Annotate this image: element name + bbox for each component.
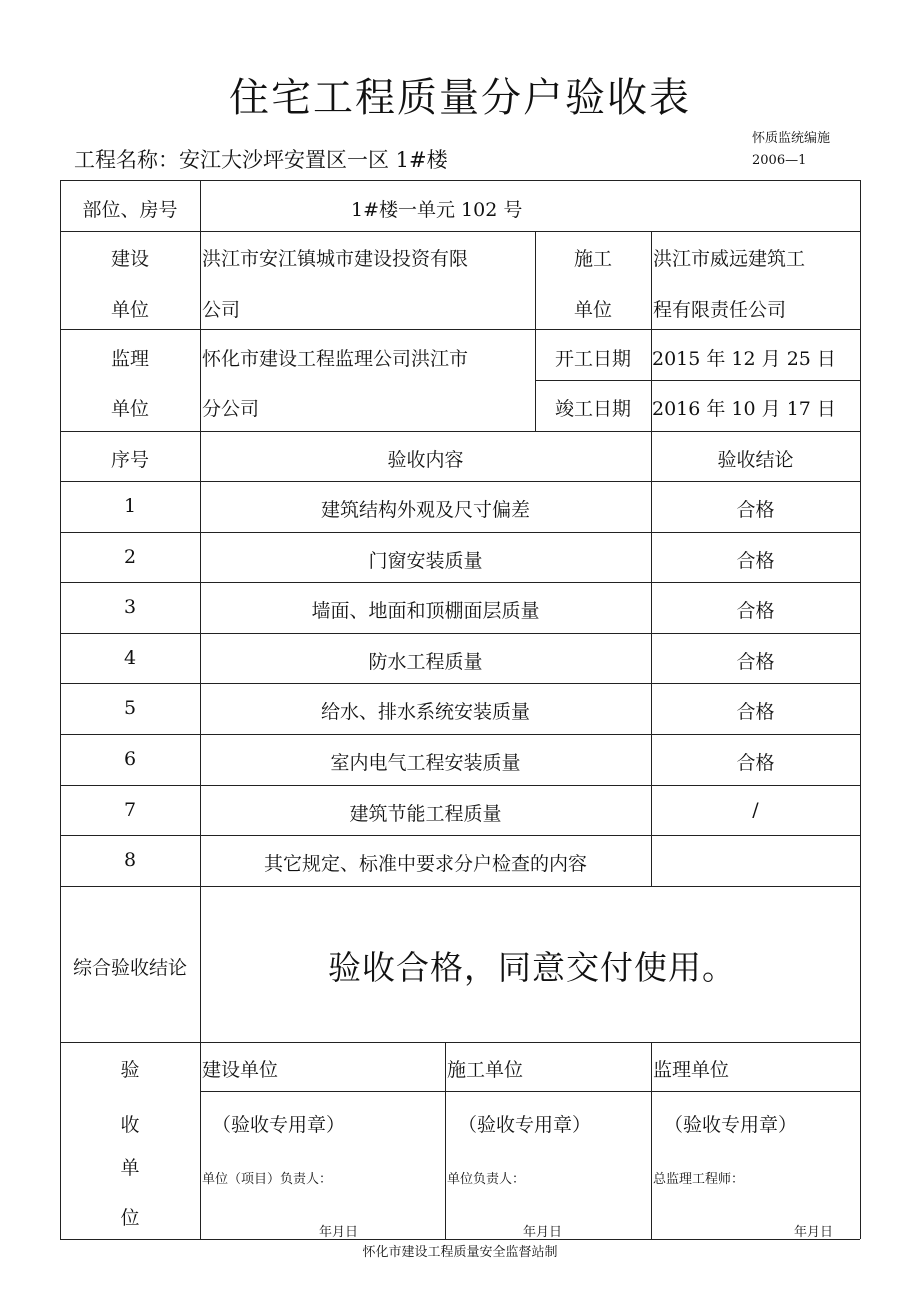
header-result: 验收结论 [717, 449, 794, 471]
header-no: 序号 [110, 449, 149, 471]
form-code-line2: 2006—1 [752, 153, 807, 168]
row-content: 室内电气工程安装质量 [330, 752, 521, 774]
row-content: 建筑节能工程质量 [349, 803, 502, 825]
row-result: 合格 [736, 701, 775, 723]
builder-label-line2: 单位 [110, 299, 149, 321]
row-no: 7 [123, 799, 137, 821]
contractor-label-line1: 施工 [573, 248, 612, 270]
footer-note: 怀化市建设工程质量安全监督站制 [362, 1245, 558, 1260]
row-no: 1 [123, 495, 137, 517]
project-name: 工程名称：安江大沙坪安置区一区 1#楼 [74, 148, 448, 172]
header-content: 验收内容 [387, 449, 464, 471]
supervisor-label-line1: 监理 [110, 348, 149, 370]
party-person: 单位（项目）负责人： [202, 1172, 333, 1187]
conclusion-text: 验收合格，同意交付使用。 [328, 948, 736, 987]
row-content: 其它规定、标准中要求分户检查的内容 [263, 853, 587, 875]
party-date: 年月日 [319, 1225, 359, 1240]
party-date: 年月日 [523, 1225, 563, 1240]
party-person: 单位负责人： [447, 1172, 526, 1187]
start-date-label: 开工日期 [554, 348, 631, 370]
contractor-value-line2: 程有限责任公司 [653, 299, 787, 321]
party-seal: （验收专用章） [212, 1114, 346, 1136]
supervisor-value-line1: 怀化市建设工程监理公司洪江市 [202, 348, 469, 370]
row-result: 合格 [736, 550, 775, 572]
builder-label-line1: 建设 [110, 248, 149, 270]
row-result: 合格 [736, 651, 775, 673]
party-name: 施工单位 [447, 1059, 524, 1081]
builder-value-line1: 洪江市安江镇城市建设投资有限 [202, 248, 469, 270]
form-code-line1: 怀质监统编施 [752, 131, 831, 146]
row-result: / [752, 799, 759, 821]
signoff-side-char: 单 [120, 1157, 140, 1179]
supervisor-label-line2: 单位 [110, 398, 149, 420]
contractor-label-line2: 单位 [573, 299, 612, 321]
end-date-label: 竣工日期 [554, 398, 631, 420]
form-code [752, 128, 830, 172]
row-content: 门窗安装质量 [368, 550, 483, 572]
party-person: 总监理工程师： [653, 1172, 745, 1187]
row-no: 5 [123, 697, 137, 719]
end-date-value: 2016 年 10 月 17 日 [652, 398, 836, 420]
row-content: 墙面、地面和顶棚面层质量 [311, 600, 540, 622]
conclusion-label: 综合验收结论 [72, 957, 187, 979]
row-no: 2 [123, 546, 137, 568]
party-name: 监理单位 [653, 1059, 730, 1081]
row-no: 3 [123, 596, 137, 618]
party-seal: （验收专用章） [664, 1114, 798, 1136]
signoff-side-char: 验 [120, 1059, 140, 1081]
row-no: 6 [123, 748, 137, 770]
party-date: 年月日 [794, 1225, 834, 1240]
row-no: 4 [123, 647, 137, 669]
builder-value-line2: 公司 [202, 299, 241, 321]
row-no: 8 [123, 849, 137, 871]
row-result: 合格 [736, 752, 775, 774]
location-label: 部位、房号 [82, 199, 178, 221]
supervisor-value-line2: 分公司 [202, 398, 260, 420]
row-content: 建筑结构外观及尺寸偏差 [320, 499, 530, 521]
party-name: 建设单位 [202, 1059, 279, 1081]
row-result: 合格 [736, 600, 775, 622]
row-content: 给水、排水系统安装质量 [320, 701, 530, 723]
party-seal: （验收专用章） [458, 1114, 592, 1136]
contractor-value-line1: 洪江市威远建筑工 [653, 248, 806, 270]
signoff-side-char: 位 [120, 1207, 140, 1229]
signoff-side-char: 收 [120, 1114, 140, 1136]
row-content: 防水工程质量 [368, 651, 483, 673]
page-title: 住宅工程质量分户验收表 [229, 75, 691, 121]
start-date-value: 2015 年 12 月 25 日 [652, 348, 836, 370]
location-value: 1#楼一单元 102 号 [351, 199, 523, 221]
row-result: 合格 [736, 499, 775, 521]
